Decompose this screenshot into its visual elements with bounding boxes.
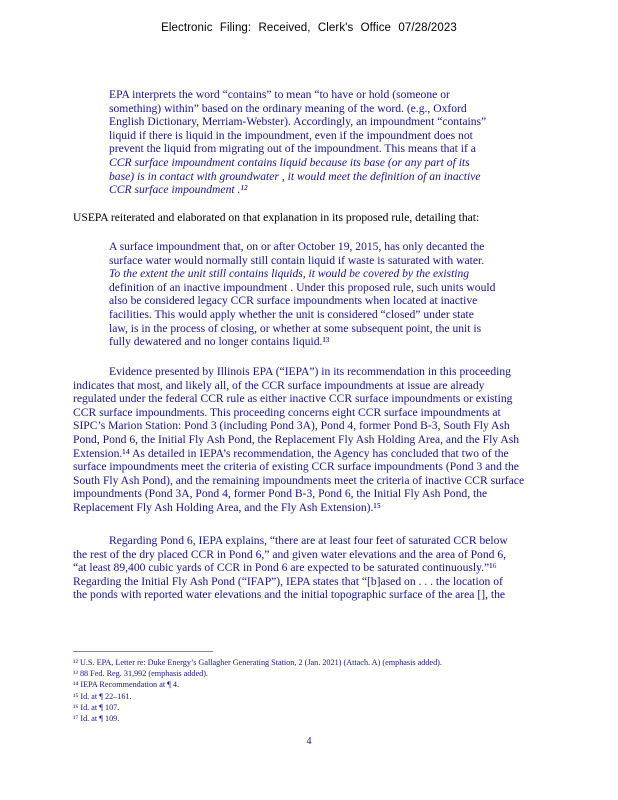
- quote1-line: EPA interprets the word “contains” to mean “to have or hold (someone or: [109, 88, 450, 101]
- evidence-line: indicates that most, and likely all, of the CCR surface impoundments at issue are already: [73, 378, 485, 392]
- footnote: ¹⁴ IEPA Recommendation at ¶ 4.: [73, 680, 180, 690]
- page-number: 4: [306, 736, 312, 747]
- quote2-line: surface water would normally still contain liquid if waste is saturated with water.: [109, 253, 485, 267]
- quote1-line: CCR surface impoundment .¹²: [109, 183, 248, 197]
- footnotes: [73, 657, 553, 724]
- quote1-line: something) within” based on the ordinary meaning of the word. (e.g., Oxford: [109, 101, 467, 115]
- quote2-line: definition of an inactive impoundment . Under this proposed rule, such units would: [109, 280, 496, 294]
- quote1-line: CCR surface impoundment contains liquid because its base (or any part of its: [109, 155, 470, 169]
- regarding-line: the rest of the dry placed CCR in Pond 6,” and given water elevations and the area of Pond 6,: [73, 547, 507, 561]
- footnote-divider: [73, 651, 213, 652]
- quote1-line: English Dictionary, Merriam-Webster). Accordingly, an impoundment “contains”: [109, 115, 487, 129]
- footnote: ¹² U.S. EPA, Letter re: Duke Energy’s Gallagher Generating Station, 2 (Jan. 2021) (Attach. A) (emphasis added).: [73, 658, 442, 667]
- block-quote-proposed-rule: [109, 240, 495, 349]
- footnote: ¹⁵ Id. at ¶ 22–161.: [73, 691, 132, 701]
- regarding-line: Regarding Pond 6, IEPA explains, “there are at least four feet of saturated CCR below: [109, 534, 508, 547]
- intro-paragraph: [73, 211, 479, 225]
- quote2-line: facilities. This would apply whether the unit is considered “closed” under state: [109, 307, 474, 321]
- footnote: ¹³ 88 Fed. Reg. 31,992 (emphasis added).: [73, 669, 208, 679]
- evidence-line: surface impoundments meet the criteria of existing CCR surface impoundments (Pond 3 and the: [73, 460, 519, 474]
- evidence-paragraph: [73, 365, 524, 515]
- quote1-line: base) is in contact with groundwater , it would meet the definition of an inactive: [109, 169, 481, 183]
- quote1-line: prevent the liquid from migrating out of the impoundment. This means that if a: [109, 142, 476, 156]
- filing-header: Electronic Filing: Received, Clerk's Office 07/28/2023: [161, 22, 457, 34]
- evidence-line: CCR surface impoundments. This proceeding concerns eight CCR surface impoundments at: [73, 405, 501, 419]
- evidence-line: Evidence presented by Illinois EPA (“IEPA”) in its recommendation in this proceeding: [109, 365, 511, 378]
- quote2-line: also be considered legacy CCR surface impoundments when located at inactive: [109, 294, 478, 308]
- evidence-line: Extension.¹⁴ As detailed in IEPA’s recommendation, the Agency has concluded that two of the: [73, 446, 509, 460]
- evidence-line: Replacement Fly Ash Holding Area, and the Fly Ash Extension).¹⁵: [73, 500, 381, 514]
- evidence-line: Pond, Pond 6, the Initial Fly Ash Pond, the Replacement Fly Ash Holding Area, and the Fly Ash: [73, 432, 520, 446]
- quote1-line: liquid if there is liquid in the impoundment, even if the impoundment does not: [109, 128, 473, 142]
- evidence-line: SIPC’s Marion Station: Pond 3 (including Pond 3A), Pond 4, former Pond B-3, South Fly Ash: [73, 419, 510, 433]
- regarding-line: “at least 89,400 cubic yards of CCR in Pond 6 are expected to be saturated continuously.”¹⁶: [73, 561, 497, 575]
- block-quote-epa-definition: [109, 88, 486, 197]
- evidence-line: South Fly Ash Pond), and the remaining impoundments meet the criteria of inactive CCR surface: [73, 473, 525, 487]
- intro-line: USEPA reiterated and elaborated on that explanation in its proposed rule, detailing that:: [73, 211, 480, 224]
- regarding-line: Regarding the Initial Fly Ash Pond (“IFAP”), IEPA states that “[b]ased on . . . the location of: [73, 574, 503, 588]
- evidence-line: impoundments (Pond 3A, Pond 4, former Pond B-3, Pond 6, the Initial Fly Ash Pond, the: [73, 487, 488, 501]
- footnote: ¹⁷ Id. at ¶ 109.: [73, 714, 120, 724]
- quote2-line: To the extent the unit still contains liquids, it would be covered by the existing: [109, 267, 470, 281]
- footnote: ¹⁶ Id. at ¶ 107.: [73, 702, 120, 712]
- quote2-line: law, is in the process of closing, or whether at some subsequent point, the unit is: [109, 321, 482, 335]
- regarding-paragraph: [73, 534, 508, 602]
- quote2-line: fully dewatered and no longer contains liquid.¹³: [109, 335, 330, 349]
- quote2-line: A surface impoundment that, on or after October 19, 2015, has only decanted the: [109, 240, 485, 253]
- evidence-line: regulated under the federal CCR rule as either inactive CCR surface impoundments or existing: [73, 392, 513, 406]
- regarding-line: the ponds with reported water elevations and the initial topographic surface of the area [], the: [73, 588, 506, 602]
